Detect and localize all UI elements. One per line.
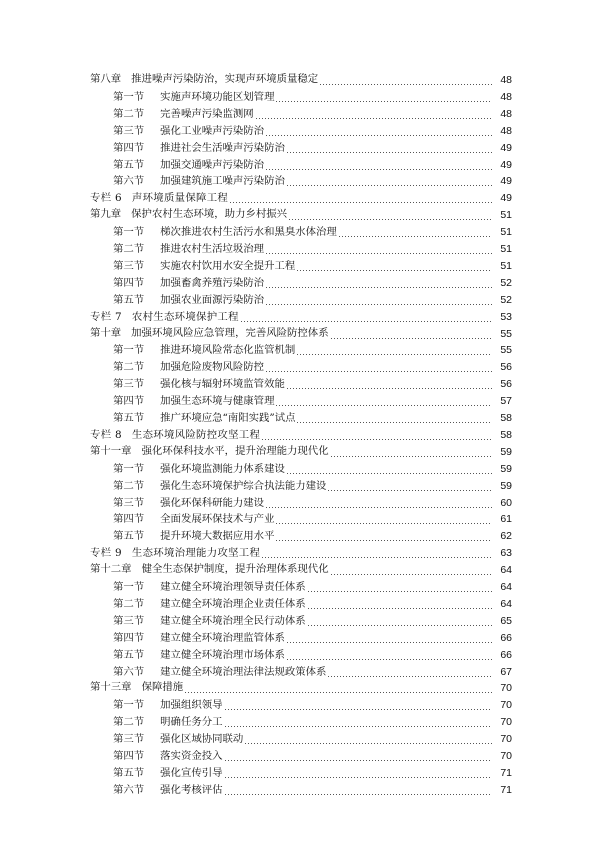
toc-page-number: 53 [500, 310, 512, 323]
toc-entry-text: 建立健全环境治理监管体系 [160, 631, 285, 644]
toc-section-row[interactable] [0, 664, 600, 680]
toc-entry-text: 生态环境治理能力攻坚工程 [131, 547, 261, 560]
toc-chapter-row[interactable] [0, 562, 600, 578]
dot-leader [225, 760, 492, 761]
toc-entry-text: 落实资金投入 [160, 750, 223, 762]
toc-entry-number: 第一节 [113, 226, 145, 239]
dot-leader [276, 523, 492, 524]
toc-entry-title [0, 224, 337, 240]
toc-entry-title [0, 309, 239, 325]
toc-entry-title [0, 393, 274, 409]
toc-entry-title [0, 714, 223, 730]
dot-leader [297, 354, 492, 355]
toc-page-number: 66 [500, 648, 512, 661]
toc-entry-text: 健全生态保护制度，提升治理体系现代化 [141, 564, 329, 576]
toc-entry-text: 加强环境风险应急管理，完善风险防控体系 [131, 327, 329, 339]
toc-entry-title [0, 478, 326, 494]
toc-page-number: 59 [500, 462, 512, 475]
toc-page-number: 71 [500, 783, 512, 796]
toc-page-number: 57 [500, 395, 512, 408]
toc-entry-number: 第十一章 [90, 445, 132, 457]
toc-section-row[interactable] [0, 579, 600, 595]
dot-leader [266, 253, 492, 254]
toc-section-row[interactable] [0, 782, 600, 798]
dot-leader [287, 185, 492, 186]
dot-leader [276, 405, 492, 406]
toc-entry-number: 第二节 [113, 479, 145, 492]
dot-leader [245, 743, 492, 744]
dot-leader [225, 709, 492, 710]
toc-entry-text: 建立健全环境治理全民行动体系 [160, 614, 306, 627]
toc-entry-text: 强化核与辐射环境监管效能 [160, 378, 285, 391]
toc-page-number: 51 [500, 243, 512, 255]
toc-section-row[interactable] [0, 714, 600, 730]
toc-page-number: 64 [500, 581, 512, 593]
toc-chapter-row[interactable] [0, 680, 600, 696]
toc-page-number: 70 [500, 750, 512, 762]
toc-section-row[interactable] [0, 292, 600, 308]
toc-entry-number: 第五节 [113, 412, 145, 424]
toc-entry-text: 推进农村生活垃圾治理 [160, 243, 265, 255]
toc-entry-text: 强化考核评估 [160, 783, 223, 796]
dot-leader [297, 422, 492, 423]
toc-page-number: 61 [500, 513, 512, 526]
toc-page-number: 55 [500, 344, 512, 357]
toc-entry-number: 第九章 [90, 209, 122, 221]
toc-page-number: 49 [500, 141, 512, 154]
toc-page-number: 49 [500, 175, 512, 188]
toc-entry-number: 第三节 [113, 733, 145, 746]
toc-entry-number: 第四节 [113, 513, 145, 526]
toc-entry-text: 强化工业噪声污染防治 [160, 124, 265, 137]
dot-leader [225, 726, 492, 727]
toc-section-row[interactable] [0, 393, 600, 409]
toc-entry-number: 第五节 [113, 766, 145, 779]
toc-entry-text: 建立健全环境治理领导责任体系 [160, 581, 306, 593]
toc-page-number: 51 [500, 259, 512, 272]
toc-entry-title [0, 342, 295, 358]
toc-entry-number: 第一节 [113, 344, 145, 357]
toc-entry-number: 第三节 [113, 614, 145, 627]
dot-leader [230, 202, 492, 203]
toc-section-row[interactable] [0, 528, 600, 544]
toc-entry-text: 推进环境风险常态化监管机制 [160, 344, 296, 357]
dot-leader [287, 388, 492, 389]
toc-section-row[interactable] [0, 511, 600, 527]
toc-section-row[interactable] [0, 376, 600, 392]
toc-entry-number: 第四节 [113, 631, 145, 644]
toc-entry-text: 加强交通噪声污染防治 [160, 158, 265, 171]
toc-section-row[interactable] [0, 140, 600, 156]
toc-section-row[interactable] [0, 630, 600, 646]
toc-entry-text: 保障措施 [141, 682, 184, 694]
dot-leader [328, 490, 492, 491]
toc-entry-title [0, 140, 285, 156]
toc-entry-title [0, 562, 329, 578]
toc-entry-number: 第一节 [113, 699, 145, 712]
toc-page-number: 58 [500, 428, 512, 441]
dot-leader [287, 152, 492, 153]
toc-entry-text: 推广环境应急“南阳实践”试点 [160, 412, 296, 424]
toc-page-number: 70 [500, 733, 512, 746]
toc-section-row[interactable] [0, 613, 600, 629]
toc-entry-number: 第六节 [113, 175, 145, 188]
dot-leader [266, 287, 492, 288]
toc-chapter-row[interactable] [0, 444, 600, 460]
dot-leader [276, 101, 492, 102]
toc-entry-text: 建立健全环境治理市场体系 [160, 648, 285, 661]
toc-entry-number: 第二节 [113, 243, 145, 255]
toc-entry-text: 加强组织领导 [160, 699, 223, 712]
toc-page-number: 62 [500, 530, 512, 543]
toc-entry-title [0, 275, 264, 291]
toc-entry-text: 保护农村生态环境，助力乡村振兴 [131, 209, 288, 221]
toc-entry-text: 推进噪声污染防治，实现声环境质量稳定 [131, 74, 319, 85]
toc-entry-number: 第六节 [113, 783, 145, 796]
toc-section-row[interactable] [0, 123, 600, 139]
toc-entry-text: 农村生态环境保护工程 [131, 310, 239, 323]
toc-page-number: 64 [500, 564, 512, 577]
toc-entry-number: 第十三章 [90, 682, 132, 694]
toc-entry-title [0, 511, 274, 527]
toc-entry-title [0, 89, 274, 105]
toc-page-number: 70 [500, 716, 512, 729]
dot-leader [289, 219, 492, 220]
toc-entry-text: 梯次推进农村生活污水和黑臭水体治理 [160, 226, 337, 239]
toc-entry-text: 明确任务分工 [160, 716, 223, 729]
dot-leader [266, 169, 492, 170]
dot-leader [266, 304, 492, 305]
toc-entry-number: 第二节 [113, 107, 145, 120]
dot-leader [331, 338, 492, 339]
toc-entry-text: 提升环境大数据应用水平 [160, 530, 275, 543]
toc-special-row[interactable] [0, 545, 600, 561]
toc-entry-title [0, 613, 306, 629]
toc-entry-title [0, 680, 183, 696]
toc-entry-title [0, 173, 285, 189]
toc-entry-title [0, 596, 306, 612]
dot-leader [308, 608, 492, 609]
toc-special-row[interactable] [0, 427, 600, 443]
toc-entry-number: 第六节 [113, 665, 145, 678]
toc-entry-text: 全面发展环保技术与产业 [160, 513, 275, 526]
toc-entry-title [0, 427, 260, 443]
toc-entry-number: 第三节 [113, 378, 145, 391]
toc-entry-text: 加强畜禽养殖污染防治 [160, 276, 265, 289]
dot-leader [331, 456, 492, 457]
toc-entry-title [0, 765, 223, 781]
toc-section-row[interactable] [0, 342, 600, 358]
toc-entry-number: 第一节 [113, 462, 145, 475]
toc-page-number: 56 [500, 378, 512, 391]
toc-entry-number: 第三节 [113, 259, 145, 272]
dot-leader [287, 642, 492, 643]
dot-leader [266, 507, 492, 508]
toc-page-number: 52 [500, 276, 512, 289]
dot-leader [225, 794, 492, 795]
dot-leader [331, 574, 492, 575]
toc-section-row[interactable] [0, 410, 600, 426]
toc-entry-title [0, 258, 295, 274]
toc-page-number: 48 [500, 90, 512, 103]
dot-leader [185, 692, 492, 693]
toc-page-number: 71 [500, 766, 512, 779]
dot-leader [241, 321, 492, 322]
toc-page-number: 48 [500, 107, 512, 120]
toc-entry-number: 第五节 [113, 648, 145, 661]
dot-leader [266, 135, 492, 136]
toc-entry-text: 加强生态环境与健康管理 [160, 395, 275, 408]
toc-entry-title [0, 410, 295, 426]
dot-leader [256, 118, 492, 119]
toc-entry-number: 第五节 [113, 530, 145, 543]
toc-section-row[interactable] [0, 765, 600, 781]
toc-entry-number: 第十二章 [90, 564, 132, 576]
dot-leader [287, 659, 492, 660]
dot-leader [339, 236, 492, 237]
toc-entry-number: 第四节 [113, 395, 145, 408]
toc-entry-title [0, 359, 264, 375]
toc-page-number: 49 [500, 158, 512, 171]
toc-entry-number: 第四节 [113, 276, 145, 289]
toc-entry-title [0, 376, 285, 392]
toc-entry-text: 强化环境监测能力体系建设 [160, 462, 285, 475]
toc-entry-title [0, 782, 223, 798]
toc-entry-text: 声环境质量保障工程 [131, 192, 229, 205]
toc-special-row[interactable] [0, 190, 600, 206]
toc-entry-title [0, 545, 260, 561]
toc-page-number: 51 [500, 209, 512, 222]
toc-entry-text: 生态环境风险防控攻坚工程 [131, 428, 261, 441]
toc-entry-text: 加强农业面源污染防治 [160, 293, 265, 306]
toc-page-number: 48 [500, 124, 512, 137]
toc-page-number: 59 [500, 445, 512, 458]
dot-leader [262, 557, 492, 558]
toc-page-number: 59 [500, 479, 512, 492]
toc-section-row[interactable] [0, 748, 600, 764]
toc-entry-number: 专栏 9 [90, 547, 122, 560]
dot-leader [287, 473, 492, 474]
toc-entry-number: 第四节 [113, 141, 145, 154]
toc-page-number: 48 [500, 74, 512, 86]
toc-entry-title [0, 748, 223, 764]
toc-entry-title [0, 731, 243, 747]
toc-entry-number: 专栏 6 [90, 192, 122, 205]
toc-section-row[interactable] [0, 275, 600, 291]
toc-section-row[interactable] [0, 478, 600, 494]
toc-page-number: 60 [500, 496, 512, 509]
toc-page-number: 49 [500, 192, 512, 205]
toc-section-row[interactable] [0, 697, 600, 713]
toc-page-number: 65 [500, 614, 512, 627]
toc-special-row[interactable] [0, 309, 600, 325]
toc-page-number: 52 [500, 293, 512, 306]
toc-entry-text: 实施农村饮用水安全提升工程 [160, 259, 296, 272]
toc-section-row[interactable] [0, 157, 600, 173]
toc-entry-text: 强化生态环境保护综合执法能力建设 [160, 479, 327, 492]
dot-leader [225, 777, 492, 778]
toc-page-number: 66 [500, 631, 512, 644]
toc-entry-number: 第二节 [113, 597, 145, 610]
toc-chapter-row[interactable] [0, 72, 600, 88]
dot-leader [266, 371, 492, 372]
toc-entry-title [0, 241, 264, 257]
toc-section-row[interactable] [0, 89, 600, 105]
toc-entry-title [0, 207, 287, 223]
dot-leader [262, 439, 492, 440]
toc-entry-text: 加强危险废物风险防控 [160, 361, 265, 374]
toc-section-row[interactable] [0, 359, 600, 375]
toc-section-row[interactable] [0, 106, 600, 122]
toc-entry-title [0, 72, 318, 88]
toc-entry-title [0, 528, 274, 544]
toc-entry-number: 第三节 [113, 124, 145, 137]
toc-entry-text: 强化宣传引导 [160, 766, 223, 779]
toc-entry-text: 推进社会生活噪声污染防治 [160, 141, 285, 154]
toc-entry-text: 加强建筑施工噪声污染防治 [160, 175, 285, 188]
toc-page-number: 51 [500, 226, 512, 239]
toc-page-number: 67 [500, 665, 512, 678]
toc-chapter-row[interactable] [0, 207, 600, 223]
toc-entry-number: 专栏 7 [90, 310, 122, 323]
toc-page-number: 58 [500, 412, 512, 424]
toc-entry-title [0, 461, 285, 477]
toc-section-row[interactable] [0, 461, 600, 477]
toc-entry-title [0, 190, 228, 206]
toc-entry-number: 第一节 [113, 581, 145, 593]
toc-entry-text: 强化环保科研能力建设 [160, 496, 265, 509]
toc-entry-text: 完善噪声污染监测网 [160, 107, 254, 120]
toc-entry-title [0, 326, 329, 342]
toc-page-number: 56 [500, 361, 512, 374]
toc-entry-number: 专栏 8 [90, 428, 122, 441]
toc-entry-text: 强化区域协同联动 [160, 733, 244, 746]
toc-section-row[interactable] [0, 241, 600, 257]
dot-leader [308, 625, 492, 626]
toc-section-row[interactable] [0, 596, 600, 612]
toc-page-number: 64 [500, 597, 512, 610]
dot-leader [308, 591, 492, 592]
dot-leader [328, 676, 492, 677]
toc-entry-number: 第八章 [90, 74, 122, 85]
toc-entry-title [0, 106, 254, 122]
toc-entry-number: 第一节 [113, 90, 145, 103]
toc-entry-title [0, 444, 329, 460]
toc-entry-title [0, 630, 285, 646]
toc-entry-text: 强化环保科技水平，提升治理能力现代化 [141, 445, 329, 457]
toc-entry-number: 第二节 [113, 361, 145, 374]
toc-entry-number: 第三节 [113, 496, 145, 509]
toc-entry-title [0, 123, 264, 139]
toc-page-number: 63 [500, 547, 512, 560]
toc-entry-text: 实施声环境功能区划管理 [160, 90, 275, 103]
toc-entry-number: 第十章 [90, 327, 122, 339]
toc-entry-title [0, 647, 285, 663]
toc-entry-title [0, 495, 264, 511]
toc-section-row[interactable] [0, 258, 600, 274]
toc-entry-title [0, 292, 264, 308]
toc-entry-number: 第五节 [113, 158, 145, 171]
toc-page-number: 70 [500, 682, 512, 695]
toc-entry-number: 第五节 [113, 293, 145, 306]
toc-entry-title [0, 697, 223, 713]
toc-entry-title [0, 157, 264, 173]
dot-leader [297, 270, 492, 271]
toc-chapter-row[interactable] [0, 326, 600, 342]
toc-entry-number: 第四节 [113, 750, 145, 762]
toc-section-row[interactable] [0, 647, 600, 663]
toc-section-row[interactable] [0, 224, 600, 240]
dot-leader [320, 84, 492, 85]
toc-entry-text: 建立健全环境治理法律法规政策体系 [160, 665, 327, 678]
toc-section-row[interactable] [0, 731, 600, 747]
toc-entry-title [0, 664, 326, 680]
toc-entry-number: 第二节 [113, 716, 145, 729]
toc-section-row[interactable] [0, 495, 600, 511]
toc-entry-title [0, 579, 306, 595]
toc-page-number: 55 [500, 327, 512, 340]
toc-section-row[interactable] [0, 173, 600, 189]
toc-entry-text: 建立健全环境治理企业责任体系 [160, 597, 306, 610]
dot-leader [276, 540, 492, 541]
toc-page-number: 70 [500, 699, 512, 712]
